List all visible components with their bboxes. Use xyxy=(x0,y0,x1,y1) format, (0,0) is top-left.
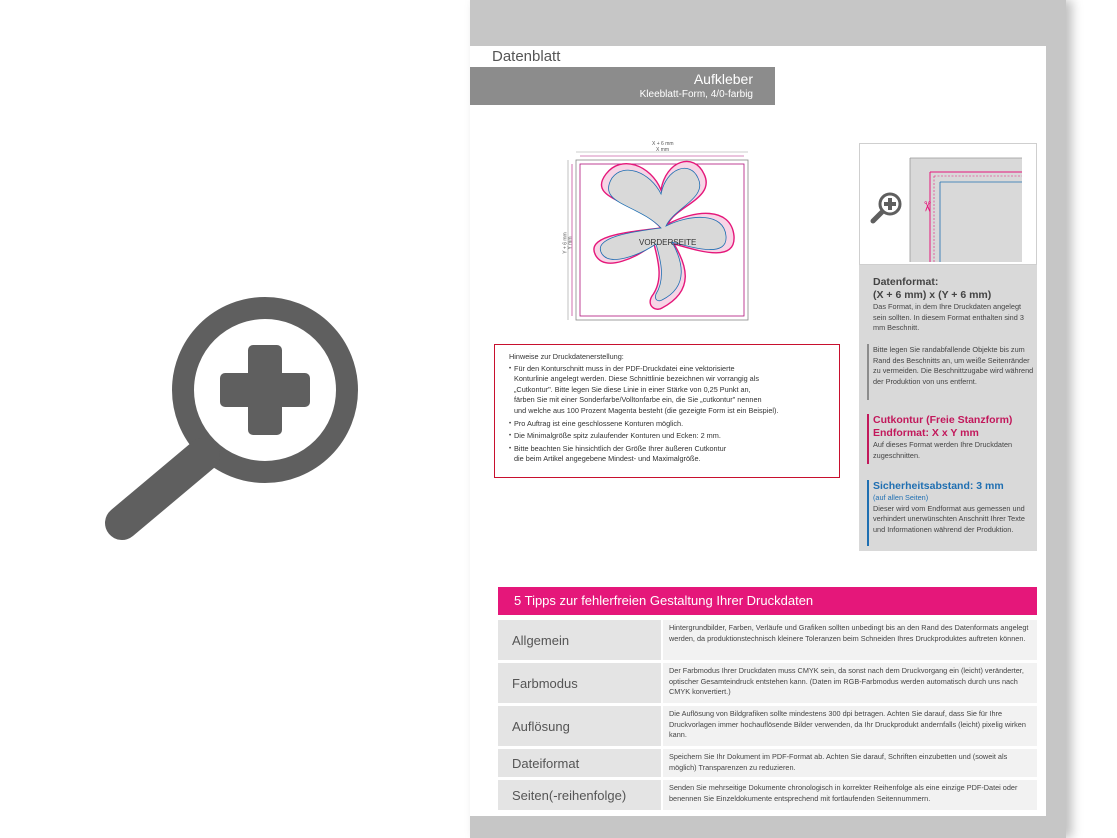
tip-text: Hintergrundbilder, Farben, Verläufe und Grafiken sollten unbedingt bis an den Rand des Datenformats angelegt werden, da produktionstechnisch kleinere Toleranzen beim Schneiden Ihres Druckproduktes auftreten können. xyxy=(663,620,1037,660)
tips-header: 5 Tipps zur fehlerfreien Gestaltung Ihrer Druckdaten xyxy=(498,587,1037,615)
safety-divider-line xyxy=(867,480,869,546)
hints-list xyxy=(509,364,831,465)
dim-x-outer: X + 6 mm xyxy=(652,141,674,147)
cut-divider-line xyxy=(867,414,869,464)
cutkontur-desc: Auf dieses Format werden Ihre Druckdaten zugeschnitten. xyxy=(873,440,1013,460)
hint-item: • Bitte beachten Sie hinsichtlich der Größe Ihrer äußeren Cutkontur die beim Artikel angegebene Mindest- und Maximalgröße. xyxy=(509,444,831,465)
tip-label: Auflösung xyxy=(498,706,661,746)
cutkontur-block xyxy=(873,414,1035,461)
tip-label: Allgemein xyxy=(498,620,661,660)
tip-row xyxy=(498,706,1037,746)
datenformat-desc: Das Format, in dem Ihre Druckdaten angelegt sein sollten. In diesem Format enthalten sind 3 mm Beschnitt. xyxy=(873,302,1024,332)
tip-label: Seiten(-reihenfolge) xyxy=(498,780,661,810)
scissors-icon: ✂ xyxy=(919,200,936,213)
dim-y-outer: Y + 6 mm xyxy=(562,232,569,254)
dim-y-inner: Y mm xyxy=(567,236,574,250)
bleed-desc: Bitte legen Sie randabfallende Objekte bis zum Rand des Beschnitts an, um weiße Seitenränder zu vermeiden. Die Beschnittzugabe wird während der Produktion von uns entfernt. xyxy=(873,345,1034,386)
tip-row xyxy=(498,749,1037,777)
zoom-small-icon[interactable] xyxy=(870,190,904,224)
product-variant: Kleeblatt-Form, 4/0-farbig xyxy=(639,89,753,100)
tip-label: Dateiformat xyxy=(498,749,661,777)
hint-item: • Für den Konturschnitt muss in der PDF-Druckdatei eine vektorisierte Konturlinie angelegt werden. Diese Schnittlinie bezeichnen wir vorrangig als „Cutkontur". Bitte legen Sie diese Linie in einer Stärke von 0,25 Punkt an, färben Sie mit einer Sonderfarbe/Volltonfarbe ein, die Sie „cutkontur" nennen und welche aus 100 Prozent Magenta besteht (die gezeigte Form ist ein Beispiel). xyxy=(509,364,831,417)
datasheet-page xyxy=(470,0,1066,838)
datenformat-block xyxy=(873,276,1035,334)
tip-row xyxy=(498,620,1037,660)
tip-text: Der Farbmodus Ihrer Druckdaten muss CMYK sein, da sonst nach dem Druckvorgang ein (leicht) veränderter, optischer Gesamteindruck entstehen kann. (Daten im RGB-Farbmodus werden automatisch durch uns nach CMYK konvertiert.) xyxy=(663,663,1037,703)
safety-block xyxy=(873,480,1035,535)
document-title: Datenblatt xyxy=(470,46,590,67)
tip-text: Speichern Sie Ihr Dokument im PDF-Format ab. Achten Sie darauf, Schriften einzubetten und (soweit als möglich) Transparenzen zu reduzieren. xyxy=(663,749,1037,777)
cutline-diagram xyxy=(566,140,756,330)
hint-item: • Pro Auftrag ist eine geschlossene Konturen möglich. xyxy=(509,419,831,430)
hint-item: • Die Minimalgröße spitz zulaufender Konturen und Ecken: 2 mm. xyxy=(509,431,831,442)
tip-text: Senden Sie mehrseitige Dokumente chronologisch in korrekter Reihenfolge als eine einzige PDF-Datei oder benennen Sie Einzeldokumente entsprechend mit fortlaufenden Seitennummern. xyxy=(663,780,1037,810)
tip-row xyxy=(498,663,1037,703)
hints-title: Hinweise zur Druckdatenerstellung: xyxy=(509,352,624,361)
safety-desc: Dieser wird vom Endformat aus gemessen und verhindert unerwünschten Anschnitt Ihrer Texte und Informationen während der Produktion. xyxy=(873,503,1025,534)
page-header-band xyxy=(470,0,1066,46)
divider-line xyxy=(867,344,869,400)
tip-text: Die Auflösung von Bildgrafiken sollte mindestens 300 dpi betragen. Achten Sie darauf, dass Sie für Ihre Druckvorlagen immer hochauflösende Bilder verwenden, da Ihr Druckprodukt andernfalls (leicht) pixelig wirken kann. xyxy=(663,706,1037,746)
cutkontur-endformat: Endformat: X x Y mm xyxy=(873,427,979,439)
datenformat-formula: (X + 6 mm) x (Y + 6 mm) xyxy=(873,289,992,301)
dim-x-inner: X mm xyxy=(656,147,670,153)
tip-row xyxy=(498,780,1037,810)
product-bar xyxy=(470,67,775,105)
front-side-label: VORDERSEITE xyxy=(639,238,697,247)
safety-title: Sicherheitsabstand: 3 mm xyxy=(873,480,1004,492)
page-right-band xyxy=(1046,46,1066,838)
cutkontur-title: Cutkontur (Freie Stanzform) xyxy=(873,414,1013,426)
safety-sub: (auf allen Seiten) xyxy=(873,493,929,502)
zoom-in-icon[interactable] xyxy=(100,285,370,555)
datenformat-title: Datenformat: xyxy=(873,276,939,288)
tip-label: Farbmodus xyxy=(498,663,661,703)
product-name: Aufkleber xyxy=(693,71,753,87)
page-footer-band xyxy=(470,816,1066,838)
hints-box xyxy=(494,344,840,478)
